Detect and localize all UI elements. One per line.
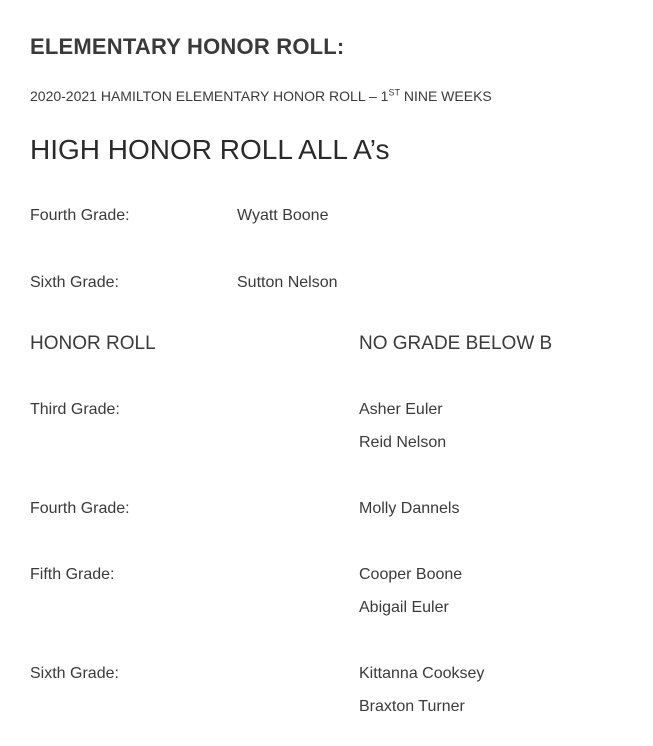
high-honor-student-name: Wyatt Boone [237,207,329,224]
honor-roll-heading: HONOR ROLL [30,333,156,354]
subtitle-main: 2020-2021 HAMILTON ELEMENTARY HONOR ROLL – 1 [30,88,389,104]
honor-grade-label: Sixth Grade: [30,665,119,682]
high-honor-student-name: Sutton Nelson [237,274,338,291]
honor-roll-criteria: NO GRADE BELOW B [359,333,553,354]
subtitle-superscript: ST [388,87,400,98]
page-subtitle [30,88,492,104]
high-honor-grade-label: Sixth Grade: [30,274,119,291]
honor-student-name: Reid Nelson [359,434,447,451]
honor-student-name: Abigail Euler [359,599,449,616]
honor-student-name: Asher Euler [359,401,443,418]
honor-grade-label: Fifth Grade: [30,566,115,583]
high-honor-grade-label: Fourth Grade: [30,207,130,224]
honor-student-name: Cooper Boone [359,566,463,583]
honor-grade-label: Fourth Grade: [30,500,130,517]
honor-student-name: Kittanna Cooksey [359,665,485,682]
page-title: ELEMENTARY HONOR ROLL: [30,34,345,59]
honor-grade-label: Third Grade: [30,401,120,418]
honor-student-name: Braxton Turner [359,698,465,715]
high-honor-heading: HIGH HONOR ROLL ALL A’s [30,134,390,165]
honor-student-name: Molly Dannels [359,500,460,517]
subtitle-tail: NINE WEEKS [399,88,492,104]
